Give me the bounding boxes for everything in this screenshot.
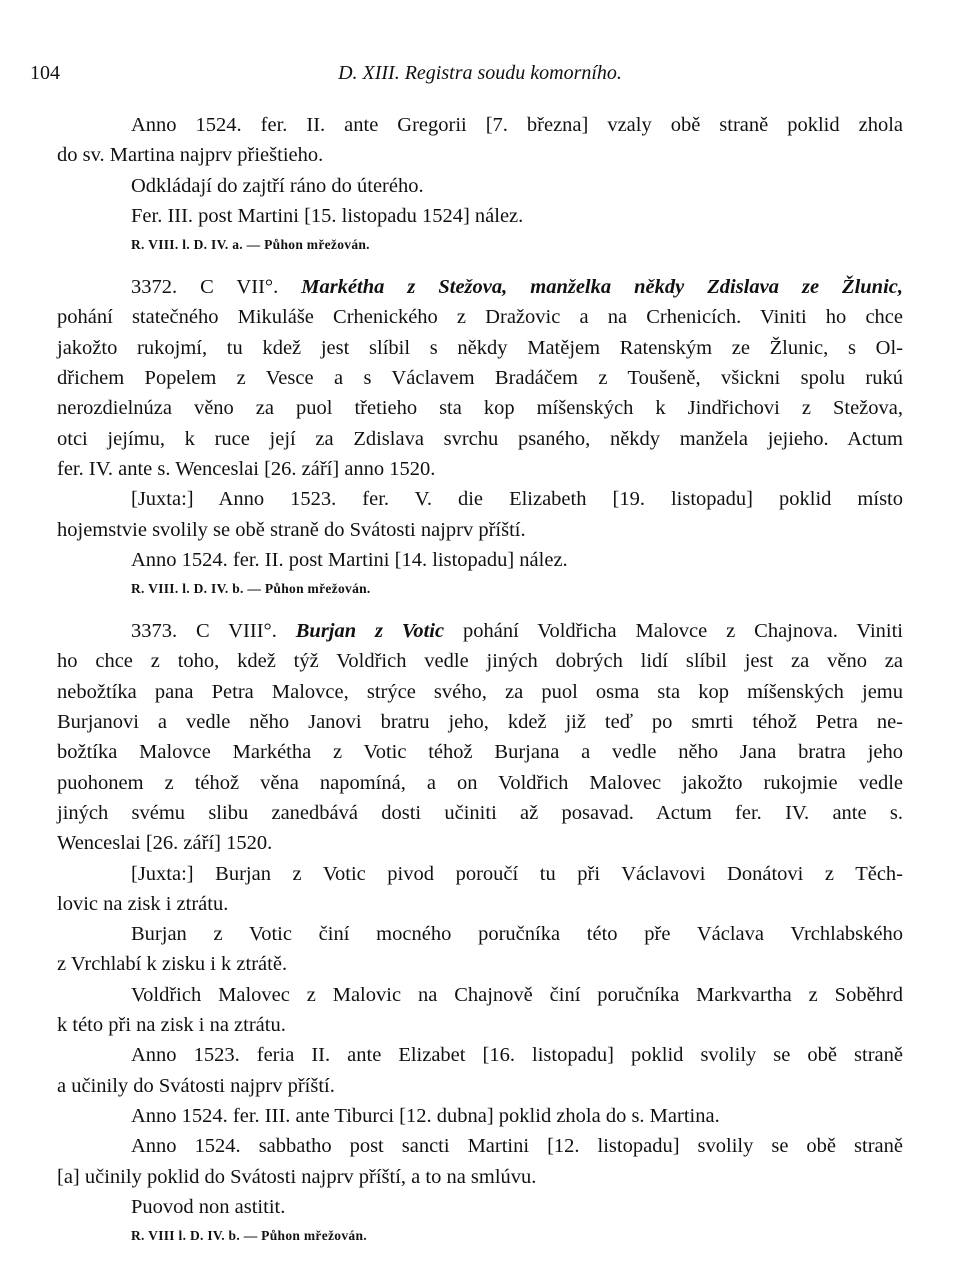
text-line: a učinily do Svátosti najprv příští. [57,1074,335,1097]
text-line: jiných svému slibu zanedbává dosti učiniti až posavad. Actum fer. IV. ante s. [57,801,903,824]
text-line: lovic na zisk i ztrátu. [57,892,229,915]
text-line: Voldřich Malovec z Malovic na Chajnově činí poručníka Markvartha z Soběhrd [131,983,903,1006]
text-line: Anno 1524. fer. II. ante Gregorii [7. března] vzaly obě straně poklid zhola [131,114,903,136]
text-line: božtíka Malovce Markétha z Votic téhož Burjana a vedle něho Jana bratra jeho [57,741,903,764]
text-line: Anno 1523. feria II. ante Elizabet [16. listopadu] poklid svolily se obě straně [131,1044,903,1067]
text-line: [a] učinily poklid do Svátosti najprv příští, a to na smlúvu. [57,1165,537,1188]
text-line: [Juxta:] Burjan z Votic pivod poroučí tu při Václavovi Donátovi z Těch- [131,862,903,885]
text-line: z Vrchlabí k zisku i k ztrátě. [57,953,288,976]
running-head: D. XIII. Registra soudu komorního. [338,62,622,84]
text-line: Anno 1524. fer. II. post Martini [14. listopadu] nález. [131,548,568,571]
text-line: dřichem Popelem z Vesce a s Václavem Bradáčem z Toušeně, všickni spolu rukú [57,367,903,390]
page-header [30,62,930,90]
text-line: Anno 1524. sabbatho post sancti Martini [12. listopadu] svolily se obě straně [131,1135,903,1158]
entry-number: 3372. C VII°. [131,276,302,299]
entry-heading [57,272,903,302]
text-line: Burjanovi a vedle něho Janovi bratru jeho, kdež již teď po smrti téhož Petra ne- [57,711,903,734]
text-line: nerozdielnúza věno za puol třetieho sta kop míšenských k Jindřichovi z Stežova, [57,397,903,420]
entry-text: pohání Voldřicha Malovce z Chajnova. Viniti [444,620,903,643]
entry-heading [57,616,903,646]
text-line: ho chce z toho, kdež týž Voldřich vedle jiných dobrých lidí slíbil jest za věno za [57,650,903,673]
text-line: jakožto rukojmí, tu kdež jest slíbil s někdy Matějem Ratenským ze Žlunic, s Ol- [57,336,903,359]
text-line: otci jejímu, k ruce její za Zdislava svrchu psaného, někdy manžela jejieho. Actum [57,427,903,450]
text-line: Puovod non astitit. [131,1195,286,1218]
text-line: [Juxta:] Anno 1523. fer. V. die Elizabeth [19. listopadu] poklid místo [131,488,903,511]
text-line: Wenceslai [26. září] 1520. [57,832,273,855]
document-body [57,110,903,1263]
text-line: Burjan z Votic činí mocného poručníka této pře Václava Vrchlabského [131,923,903,946]
record-reference: R. VIII. l. D. IV. a. — Půhon mřežován. [131,237,370,253]
text-line: Fer. III. post Martini [15. listopadu 1524] nález. [131,204,524,227]
text-line: Anno 1524. fer. III. ante Tiburci [12. dubna] poklid zhola do s. Martina. [131,1104,720,1127]
page-number: 104 [30,62,60,84]
text-line: fer. IV. ante s. Wenceslai [26. září] anno 1520. [57,457,436,480]
record-reference: R. VIII. l. D. IV. b. — Půhon mřežován. [131,581,371,597]
text-line: hojemstvie svolily se obě straně do Svátosti najprv příští. [57,518,526,541]
text-line: puohonem z téhož věna napomíná, a on Voldřich Malovec jakožto rukojmie vedle [57,771,903,794]
record-reference: R. VIII l. D. IV. b. — Půhon mřežován. [131,1228,367,1244]
text-line: nebožtíka pana Petra Malovce, strýce svého, za puol osma sta kop míšenských jemu [57,680,903,703]
text-line: Odkládají do zajtří ráno do úterého. [131,174,424,197]
entry-party: Burjan z Votic [295,620,445,643]
entry-number: 3373. C VIII°. [131,620,296,643]
text-line: do sv. Martina najprv přieštieho. [57,144,324,167]
entry-party: Markétha z Stežova, manželka někdy Zdislava ze Žlunic, [301,276,903,299]
text-line: pohání statečného Mikuláše Crhenického z Dražovic a na Crhenicích. Viniti ho chce [57,306,903,329]
text-line: k této při na zisk i na ztrátu. [57,1014,286,1037]
